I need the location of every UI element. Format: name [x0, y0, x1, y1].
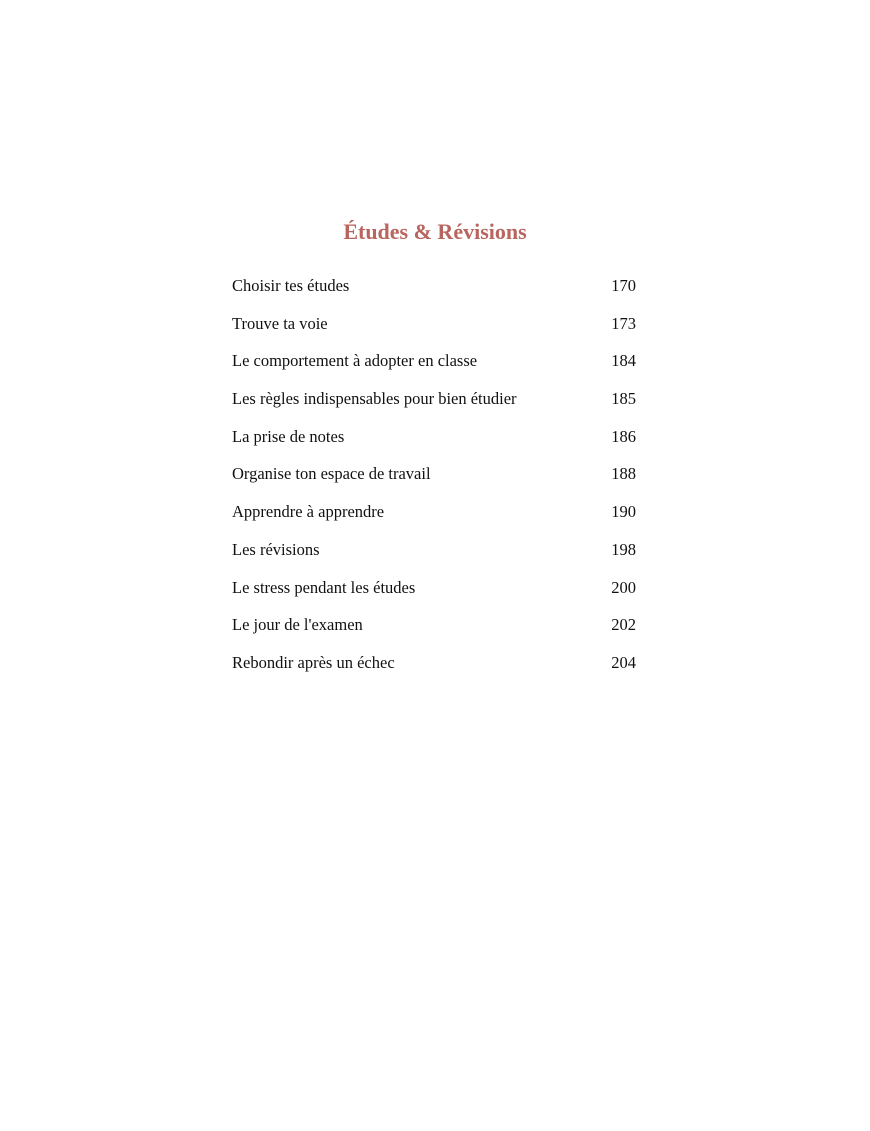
toc-entry-page-number: 184 — [611, 351, 636, 371]
toc-entry-label: Apprendre à apprendre — [232, 502, 385, 522]
toc-entry[interactable] — [232, 274, 636, 312]
toc-entry-page-number: 202 — [611, 615, 636, 635]
toc-entry-label: Choisir tes études — [232, 276, 350, 295]
section-title: Études & Révisions — [343, 219, 527, 244]
toc-entry-page-number: 188 — [611, 464, 636, 484]
toc-entry-label: Le jour de l'examen — [232, 615, 363, 635]
toc-entry-page-number: 204 — [611, 652, 636, 672]
toc-entry-label: La prise de notes — [232, 426, 345, 446]
toc-entry[interactable] — [232, 425, 636, 463]
table-of-contents — [232, 274, 636, 689]
toc-entry[interactable] — [232, 651, 636, 689]
toc-entry-label: Le comportement à adopter en classe — [232, 351, 478, 371]
toc-entry-label: Les révisions — [232, 539, 320, 559]
toc-entry-page-number: 198 — [611, 539, 636, 559]
toc-entry-page-number: 200 — [611, 577, 636, 597]
toc-entry-page-number: 170 — [611, 276, 636, 295]
toc-entry[interactable] — [232, 312, 636, 350]
toc-entry-page-number: 186 — [611, 426, 636, 446]
toc-entry[interactable] — [232, 576, 636, 614]
toc-entry-label: Organise ton espace de travail — [232, 464, 431, 484]
toc-entry-page-number: 173 — [611, 313, 636, 333]
toc-entry-label: Les règles indispensables pour bien étudier — [232, 389, 517, 409]
toc-entry[interactable] — [232, 538, 636, 576]
toc-entry-label: Trouve ta voie — [232, 313, 328, 333]
toc-entry-page-number: 190 — [611, 502, 636, 522]
toc-entry-label: Rebondir après un échec — [232, 652, 395, 672]
toc-entry[interactable] — [232, 613, 636, 651]
toc-entry-page-number: 185 — [611, 389, 636, 409]
toc-entry[interactable] — [232, 349, 636, 387]
toc-entry-label: Le stress pendant les études — [232, 577, 416, 597]
toc-entry[interactable] — [232, 500, 636, 538]
toc-entry[interactable] — [232, 462, 636, 500]
toc-entry[interactable] — [232, 387, 636, 425]
